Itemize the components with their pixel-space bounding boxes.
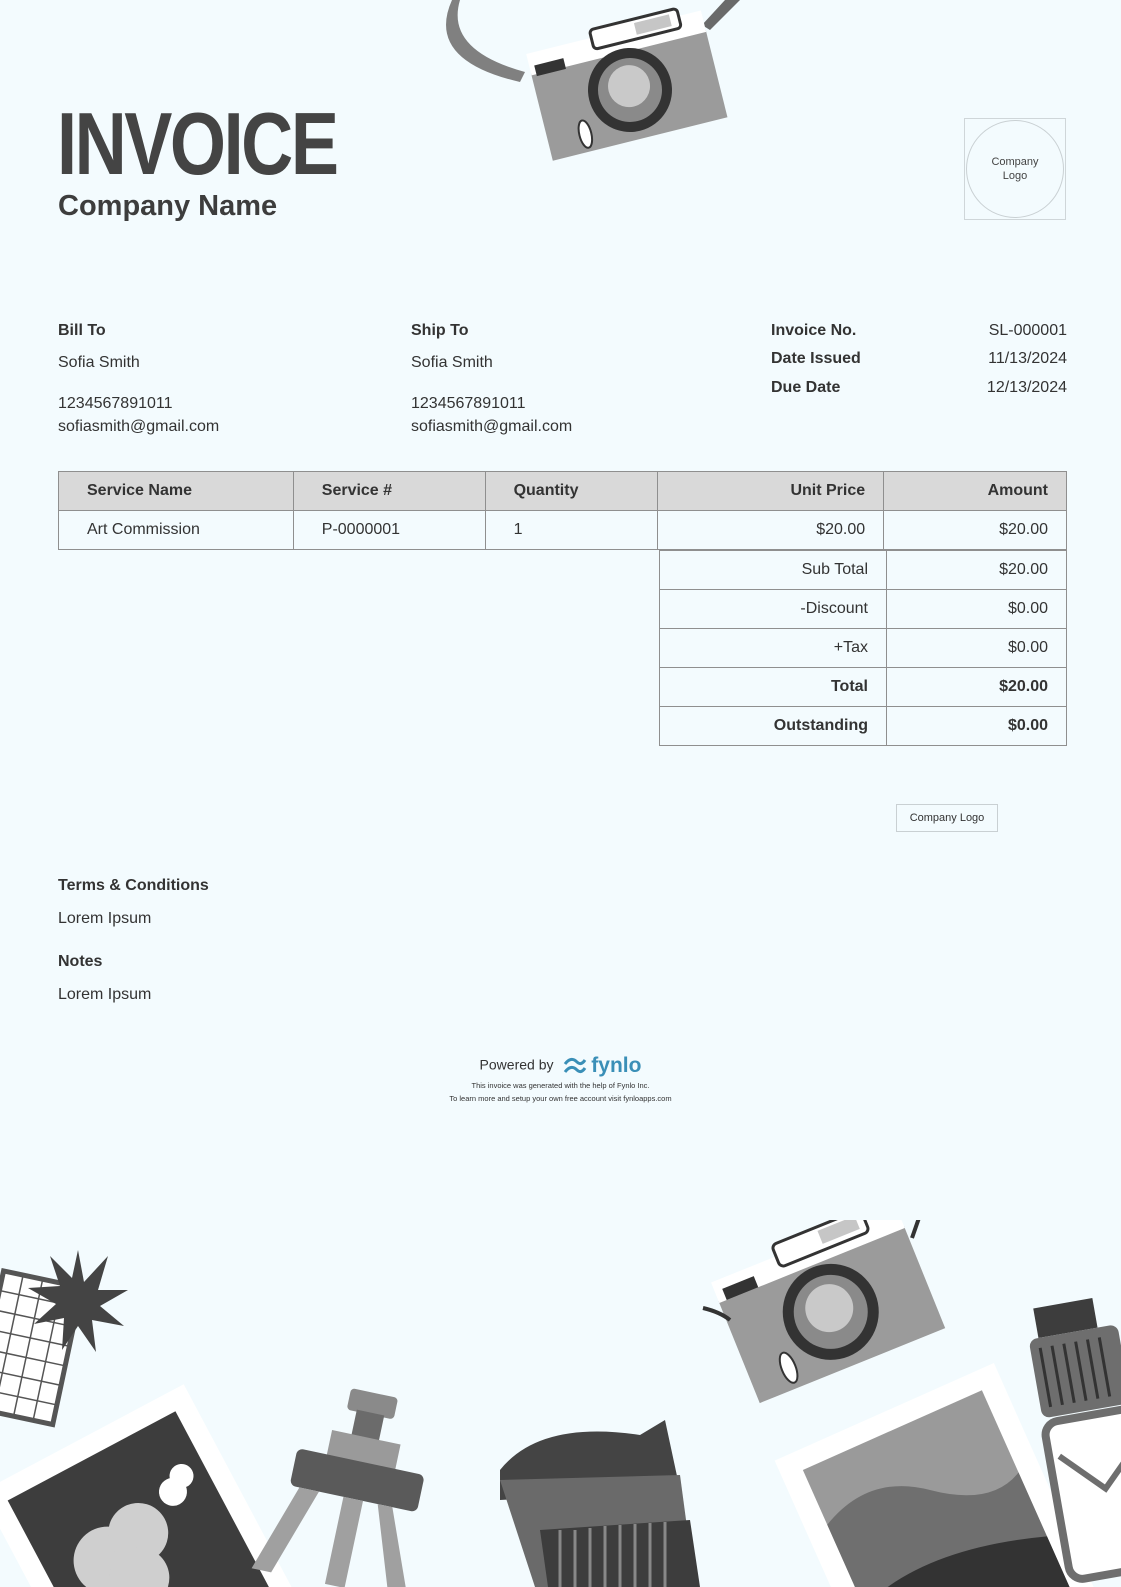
col-service-number: Service # [293, 472, 485, 511]
powered-by-text: Powered by [479, 1056, 554, 1073]
company-name: Company Name [58, 190, 278, 222]
cell-service-number: P-0000001 [293, 511, 485, 550]
notes-text: Lorem Ipsum [58, 986, 152, 1003]
col-amount: Amount [884, 472, 1067, 511]
terms-text: Lorem Ipsum [58, 910, 152, 927]
ship-to-label: Ship To [411, 322, 469, 339]
cell-amount: $20.00 [884, 511, 1067, 550]
camera-illustration-top [440, 0, 760, 170]
signature-logo-placeholder: Company Logo [896, 804, 998, 832]
date-issued-label: Date Issued [771, 350, 861, 367]
bill-to-phone: 1234567891011 [58, 395, 173, 412]
due-date-label: Due Date [771, 379, 841, 396]
fynlo-wave-icon [563, 1056, 587, 1076]
col-unit-price: Unit Price [658, 472, 884, 511]
photography-illustration-bottom [0, 1220, 1121, 1587]
discount-row [660, 590, 1067, 629]
date-issued-value: 11/13/2024 [988, 350, 1067, 367]
cell-unit-price: $20.00 [658, 511, 884, 550]
tax-label: +Tax [660, 629, 887, 668]
tax-value: $0.00 [887, 629, 1067, 668]
subtotal-label: Sub Total [660, 551, 887, 590]
subtotal-row [660, 551, 1067, 590]
discount-value: $0.00 [887, 590, 1067, 629]
bill-to-name: Sofia Smith [58, 354, 140, 371]
cell-quantity: 1 [485, 511, 658, 550]
company-logo-placeholder [964, 118, 1066, 220]
invoice-no-value: SL-000001 [988, 322, 1067, 339]
total-value: $20.00 [887, 668, 1067, 707]
outstanding-label: Outstanding [660, 707, 887, 746]
discount-label: -Discount [660, 590, 887, 629]
invoice-title: INVOICE [57, 94, 337, 193]
terms-label: Terms & Conditions [58, 877, 209, 894]
totals-table [659, 550, 1067, 746]
total-label: Total [660, 668, 887, 707]
ship-to-phone: 1234567891011 [411, 395, 526, 412]
invoice-no-label: Invoice No. [771, 322, 857, 339]
subtotal-value: $20.00 [887, 551, 1067, 590]
bill-to-email: sofiasmith@gmail.com [58, 418, 220, 435]
table-row [59, 511, 1067, 550]
outstanding-value: $0.00 [887, 707, 1067, 746]
fynlo-brand[interactable]: fynlo [591, 1054, 642, 1077]
ship-to-email: sofiasmith@gmail.com [411, 418, 573, 435]
cell-service-name: Art Commission [59, 511, 294, 550]
tax-row [660, 629, 1067, 668]
outstanding-row [660, 707, 1067, 746]
bill-to-label: Bill To [58, 322, 106, 339]
ship-to-name: Sofia Smith [411, 354, 493, 371]
col-service-name: Service Name [59, 472, 294, 511]
footer-line-1: This invoice was generated with the help of Fynlo Inc. [471, 1081, 650, 1090]
line-items-table [58, 471, 1067, 550]
col-quantity: Quantity [485, 472, 658, 511]
footer-line-2: To learn more and setup your own free account visit fynloapps.com [449, 1094, 672, 1103]
total-row [660, 668, 1067, 707]
due-date-value: 12/13/2024 [986, 379, 1067, 396]
notes-label: Notes [58, 953, 103, 970]
powered-by [0, 1054, 1121, 1078]
company-logo-text: Company Logo [966, 120, 1064, 218]
table-header-row [59, 472, 1067, 511]
